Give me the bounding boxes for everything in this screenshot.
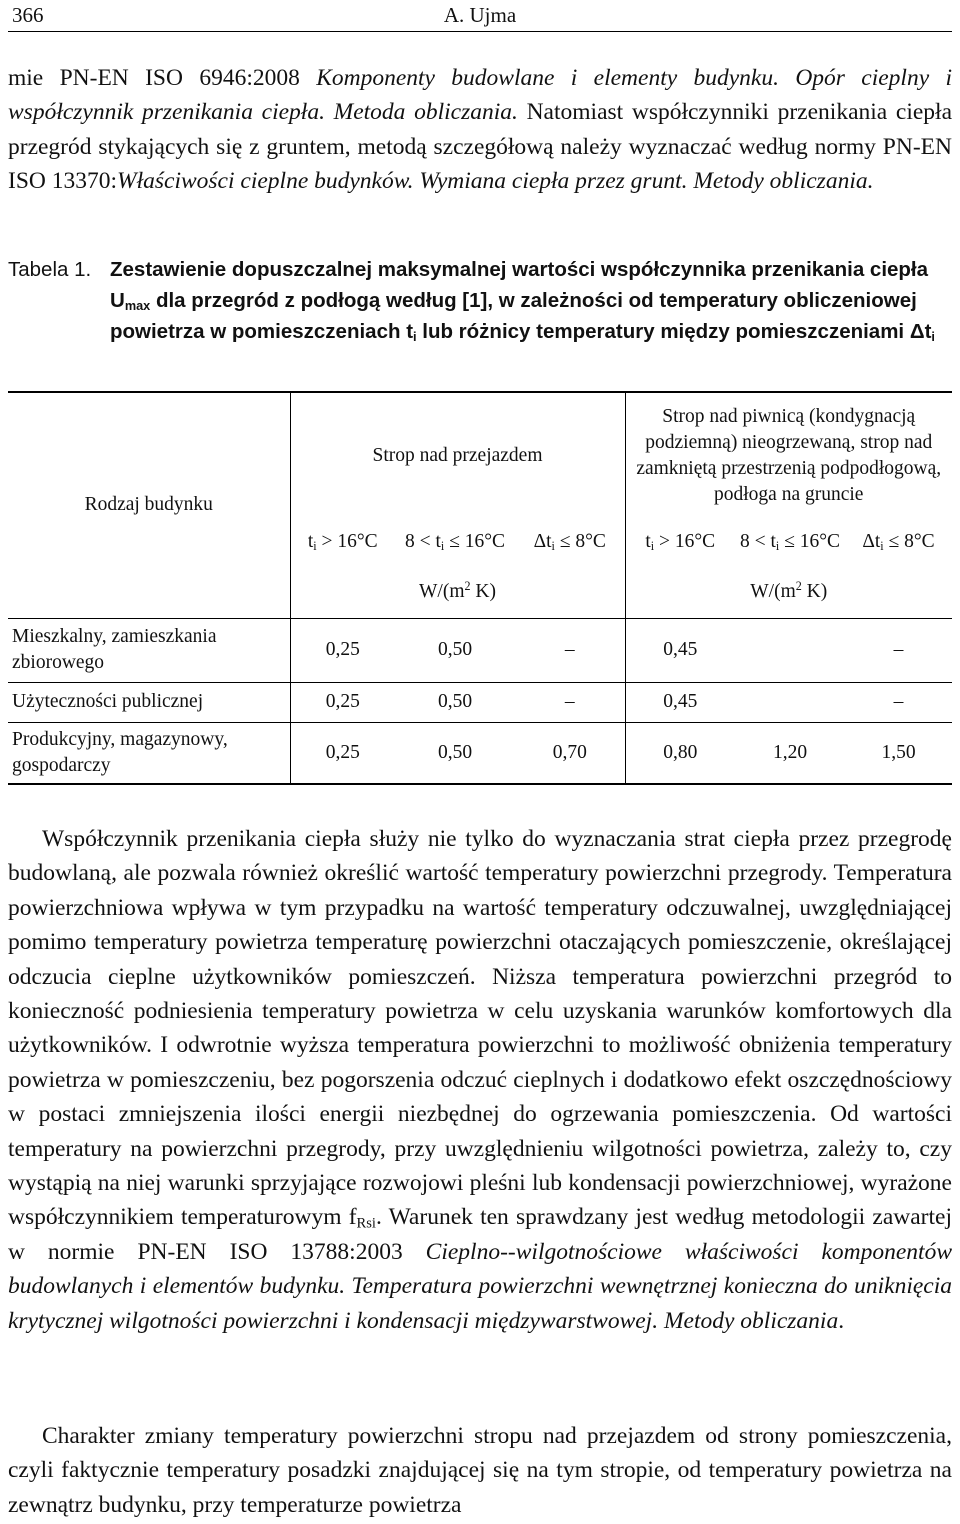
table-cell: 0,25 <box>290 722 395 784</box>
caption-sub-i-2: i <box>931 329 935 345</box>
p2-sub-rsi: Rsi <box>356 1216 376 1233</box>
running-author: A. Ujma <box>443 3 517 27</box>
table-cell: 0,50 <box>395 682 515 722</box>
header-strop-nad-piwnica: Strop nad piwnicą (kondygnacją podziemną) nieogrzewaną, strop nad zamkniętą przestrzenią podpodłogową, podłoga na gruncie <box>625 392 952 518</box>
caption-text-3: lub różnicy temperatury między pomieszczeniami Δt <box>416 320 932 343</box>
header-strop-nad-przejazdem: Strop nad przejazdem <box>290 392 625 518</box>
page-header <box>8 0 952 32</box>
table-header-row-1 <box>8 392 952 518</box>
cond-delta-ti-8-2: $\Delta t_i \le 8^\circ C$ <box>862 531 935 554</box>
row-label: Mieszkalny, zamieszkania zbiorowego <box>8 618 290 682</box>
caption-text-1: Zestawienie dopuszczalnej maksymalnej wartości współczynnika przenikania ciepła U <box>110 258 929 312</box>
caption-text-2: dla przegród z podłogą według [1], w zależności od temperatury obliczeniowej powietrza w pomieszczeniach t <box>110 289 917 343</box>
table-cell <box>735 682 845 722</box>
p1-title-iso6946: Komponenty budowlane i elementy budynku. Opór cieplny i współczynnik przenikania ciepła. Metoda obliczania. <box>8 65 952 126</box>
cond-delta-ti-8: $\Delta t_i \le 8^\circ C$ <box>515 518 625 566</box>
table-cell: 0,50 <box>395 722 515 784</box>
cond-ti-8-16: $8 < t_i \le 16^\circ C$ <box>404 531 506 554</box>
table-cell: 0,80 <box>625 722 735 784</box>
table-cell: 1,20 <box>735 722 845 784</box>
table-caption-text <box>110 254 952 347</box>
row-label: Produkcyjny, magazynowy, gospodarczy <box>8 722 290 784</box>
table-cell: 0,25 <box>290 618 395 682</box>
table-cell: 1,50 <box>845 722 952 784</box>
table-row <box>8 722 952 784</box>
table-cell: 0,45 <box>625 682 735 722</box>
umax-table <box>8 391 952 785</box>
caption-sub-i: i <box>413 329 417 345</box>
unit-group1: $W/(m^2$ K) <box>290 566 625 618</box>
unit-group2: $W/(m^2$ K) <box>625 566 952 618</box>
p2-text-a: Współczynnik przenikania ciepła służy nie tylko do wyznaczania strat ciepła przez przegrodę budowlaną, ale pozwala również określić wartość temperatury powierzchni przegrody. Temperatura powierzchniowa wpływa w tym przypadku na wartość temperatury odczuwalnej, uwzględniającej pomimo temperatury powietrza temperaturę powierzchni otaczających pomieszczenie, określającej odczucia cieplne użytkowników pomieszczeń. Niższa temperatura powierzchni przegród to konieczność podniesienia temperatury powietrza w celu uzyskania warunków komfortowych dla użytkowników. I odwrotnie wyższa temperatura powierzchni to możliwość obniżenia temperatury powietrza w pomieszczeniu, bez pogorszenia odczuć cieplnych i dodatkowo efekt oszczędnościowy w postaci zmniejszenia ilości energii niezbędnej do ogrzewania pomieszczenia. Od wartości temperatury na powierzchni przegrody, przy uwzględnieniu wilgotności powietrza, zależy to, czy wystąpią na niej warunki sprzyjające rozwojowi pleśni lub kondensacji powierzchniowej, wyrażone współczynnikiem temperaturowym f <box>8 826 952 1231</box>
p1-title-iso13370: Właściwości cieplne budynków. Wymiana ciepła przez grunt. Metody obliczania. <box>117 168 874 195</box>
p1-text-c: Natomiast współczynniki przenikania ciepła przegród stykających się z gruntem, metodą szczegółową należy wyznaczać według normy PN-EN ISO 13370: <box>8 99 952 195</box>
table-cell <box>735 618 845 682</box>
table-cell: 0,25 <box>290 682 395 722</box>
table-cell: – <box>515 682 625 722</box>
table-row <box>8 682 952 722</box>
page-number: 366 <box>12 3 44 27</box>
table-caption-label: Tabela 1. <box>8 258 92 281</box>
p1-text-a: mie PN-EN ISO 6946:2008 <box>8 65 317 91</box>
table-cell: 0,70 <box>515 722 625 784</box>
paragraph-surface-temperature <box>8 822 952 1338</box>
p2-title-iso13788: Cieplno--wilgotnościowe właściwości komponentów budowlanych i elementów budynku. Temperatura powierzchni wewnętrznej konieczna do uniknięcia krytycznej wilgotności powierzchni i kondensacji międzywarstwowej. Metody obliczania <box>8 1238 952 1334</box>
table-cell: 0,45 <box>625 618 735 682</box>
row-label: Użyteczności publicznej <box>8 682 290 722</box>
p2-text-d: . <box>838 1307 845 1334</box>
table-row <box>8 618 952 682</box>
cond-ti-above-16-2: $t_i > 16^\circ C$ <box>645 531 716 554</box>
table-cell: – <box>845 618 952 682</box>
header-building-type: Rodzaj budynku <box>8 392 290 618</box>
table-cell: – <box>515 618 625 682</box>
p2-text-b: . Warunek ten sprawdzany jest według metodologii zawartej w normie PN-EN ISO 13788:2003 <box>8 1204 952 1265</box>
table-cell: 0,50 <box>395 618 515 682</box>
paragraph-standards <box>8 61 952 199</box>
table-cell: – <box>845 682 952 722</box>
paragraph-ceiling-temperature: Charakter zmiany temperatury powierzchni stropu nad przejazdem od strony pomieszczenia, czyli faktycznie temperatury posadzki znajdującej się na tym stropie, od temperatury powietrza na zewnątrz budynku, przy temperaturze powietrza <box>8 1423 952 1518</box>
caption-sub-max: max <box>124 298 151 314</box>
cond-ti-8-16-2: $8 < t_i \le 16^\circ C$ <box>739 531 841 554</box>
cond-ti-above-16: $t_i > 16^\circ C$ <box>307 531 378 554</box>
